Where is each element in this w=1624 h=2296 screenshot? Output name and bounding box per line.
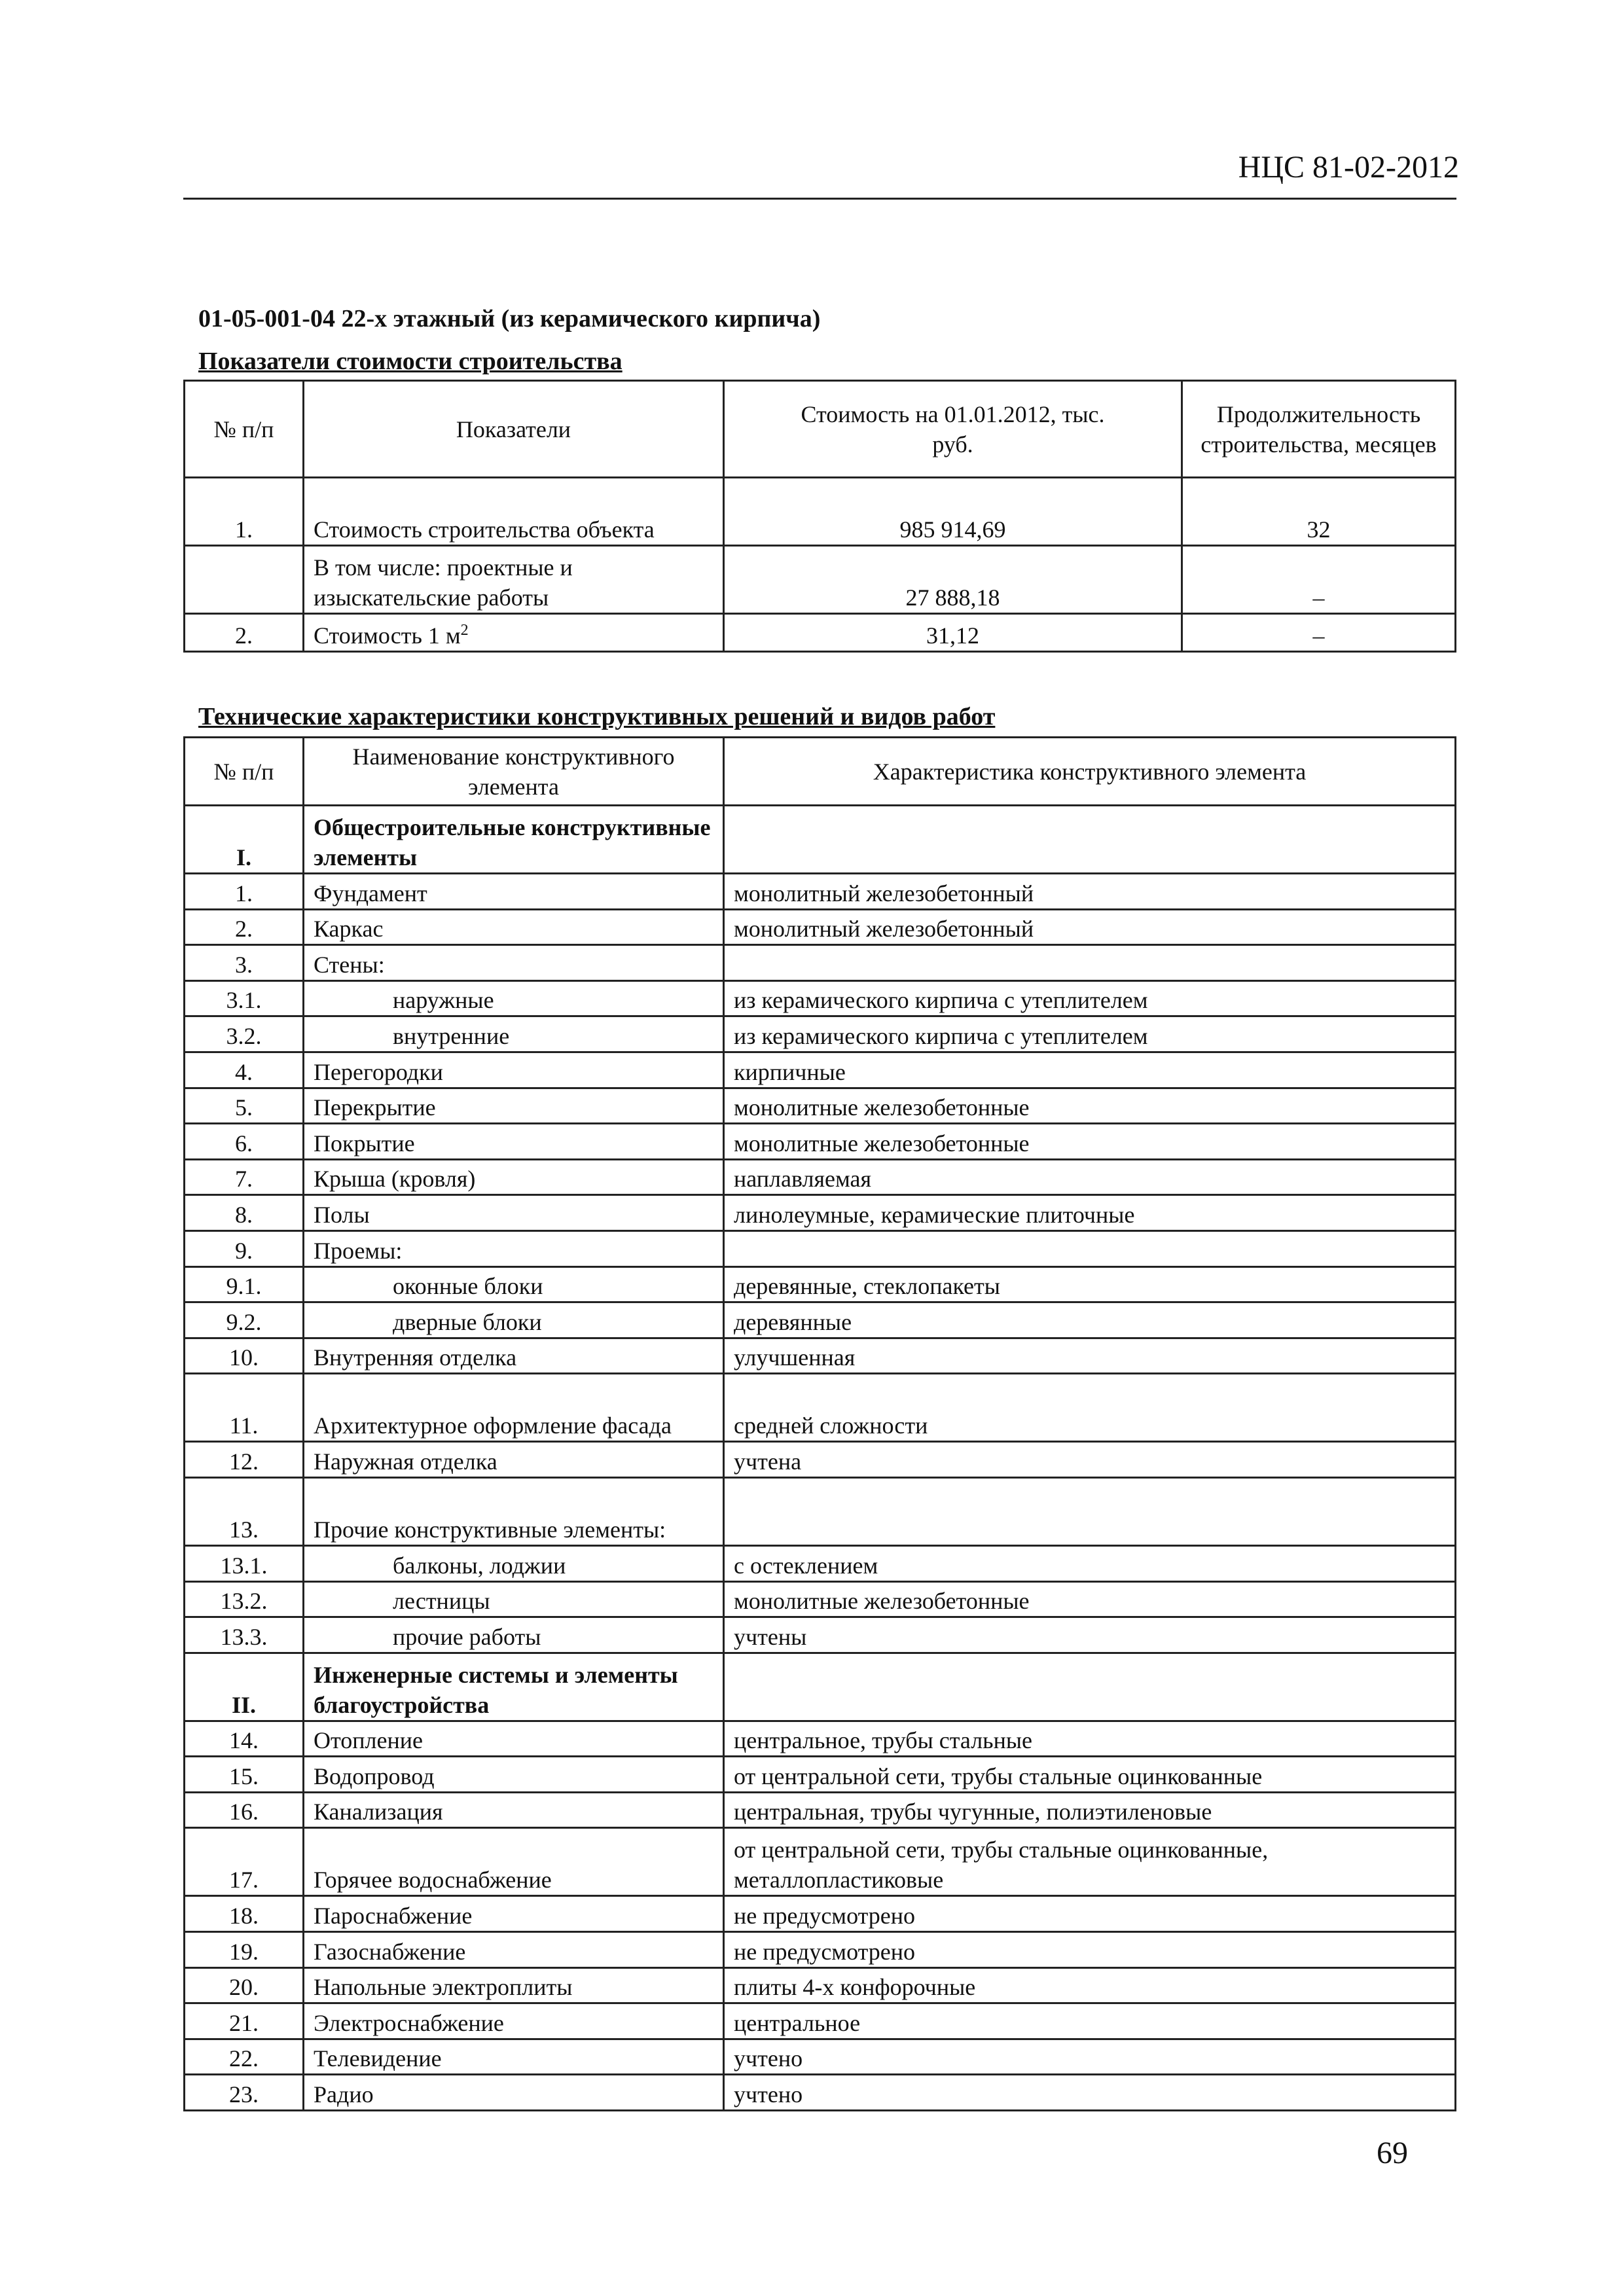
table-row [185, 1338, 1456, 1374]
row-num: 9.2. [185, 1302, 304, 1338]
row-desc [724, 806, 1456, 874]
row-cost: 985 914,69 [724, 478, 1182, 546]
row-desc [724, 1477, 1456, 1545]
table-row [185, 2075, 1456, 2111]
row-desc: улучшенная [724, 1338, 1456, 1374]
table-row [185, 1828, 1456, 1896]
row-num: 15. [185, 1757, 304, 1793]
cost-table-header-row [185, 381, 1456, 478]
row-name: Прочие конструктивные элементы: [304, 1477, 724, 1545]
row-num: 14. [185, 1721, 304, 1757]
row-desc: монолитный железобетонный [724, 909, 1456, 945]
row-num: 2. [185, 614, 304, 652]
row-indicator [304, 614, 724, 652]
table-row [185, 1442, 1456, 1478]
row-num: 3.1. [185, 980, 304, 1016]
row-desc: линолеумные, керамические плиточные [724, 1195, 1456, 1231]
tech-table [183, 736, 1456, 2111]
table-row [185, 980, 1456, 1016]
row-name: Телевидение [304, 2039, 724, 2075]
row-cost: 27 888,18 [724, 546, 1182, 614]
row-num: 13. [185, 1477, 304, 1545]
row-name: Внутренняя отделка [304, 1338, 724, 1374]
row-num: 3.2. [185, 1016, 304, 1052]
row-name: Радио [304, 2075, 724, 2111]
row-indicator: Стоимость строительства объекта [304, 478, 724, 546]
table-row [185, 874, 1456, 910]
row-name: Общестроительные конструктивные элементы [304, 806, 724, 874]
row-cost: 31,12 [724, 614, 1182, 652]
tech-table-caption: Технические характеристики конструктивных решений и видов работ [198, 703, 996, 730]
table-row [185, 1721, 1456, 1757]
row-name: Водопровод [304, 1757, 724, 1793]
header-desc: Характеристика конструктивного элемента [724, 738, 1456, 806]
table-row [185, 478, 1456, 546]
row-name: Полы [304, 1195, 724, 1231]
row-name: балконы, лоджии [304, 1545, 724, 1581]
row-desc [724, 1230, 1456, 1266]
row-desc: учтены [724, 1617, 1456, 1653]
row-num: 18. [185, 1896, 304, 1932]
row-name: Отопление [304, 1721, 724, 1757]
row-desc: центральное [724, 2003, 1456, 2039]
row-desc: монолитные железобетонные [724, 1581, 1456, 1617]
row-desc [724, 1653, 1456, 1721]
cost-table [183, 380, 1456, 653]
row-name: Канализация [304, 1792, 724, 1828]
row-num: 7. [185, 1159, 304, 1195]
table-row [185, 1266, 1456, 1302]
row-desc: учтено [724, 2039, 1456, 2075]
row-num: 2. [185, 909, 304, 945]
row-num: 4. [185, 1052, 304, 1088]
row-name: Проемы: [304, 1230, 724, 1266]
row-num: 20. [185, 1967, 304, 2003]
row-name: Горячее водоснабжение [304, 1828, 724, 1896]
row-num: II. [185, 1653, 304, 1721]
header-cost: Стоимость на 01.01.2012, тыс. руб. [724, 381, 1182, 478]
row-num: 21. [185, 2003, 304, 2039]
row-desc: монолитный железобетонный [724, 874, 1456, 910]
header-name: Наименование конструктивного элемента [304, 738, 724, 806]
row-name: Перегородки [304, 1052, 724, 1088]
cost-table-caption: Показатели стоимости строительства [198, 348, 623, 375]
row-name: Инженерные системы и элементы благоустройства [304, 1653, 724, 1721]
table-row [185, 1967, 1456, 2003]
table-row [185, 909, 1456, 945]
row-desc: из керамического кирпича с утеплителем [724, 1016, 1456, 1052]
table-row [185, 1302, 1456, 1338]
table-row [185, 1230, 1456, 1266]
header-divider [183, 198, 1456, 200]
table-row [185, 1896, 1456, 1932]
table-row [185, 1932, 1456, 1968]
row-name: Напольные электроплиты [304, 1967, 724, 2003]
row-num: 1. [185, 478, 304, 546]
row-name: внутренние [304, 1016, 724, 1052]
row-desc: с остеклением [724, 1545, 1456, 1581]
row-num: 23. [185, 2075, 304, 2111]
table-row [185, 1792, 1456, 1828]
row-desc: не предусмотрено [724, 1896, 1456, 1932]
row-num: 12. [185, 1442, 304, 1478]
row-desc: деревянные [724, 1302, 1456, 1338]
row-name: дверные блоки [304, 1302, 724, 1338]
row-name: наружные [304, 980, 724, 1016]
document-code: НЦС 81-02-2012 [1238, 150, 1459, 185]
row-num: 9. [185, 1230, 304, 1266]
row-desc: учтено [724, 2075, 1456, 2111]
row-num: 19. [185, 1932, 304, 1968]
row-desc: учтена [724, 1442, 1456, 1478]
row-desc: монолитные железобетонные [724, 1088, 1456, 1124]
row-num: 6. [185, 1124, 304, 1160]
table-row [185, 546, 1456, 614]
table-row [185, 1545, 1456, 1581]
table-row [185, 1757, 1456, 1793]
row-num: 13.1. [185, 1545, 304, 1581]
row-name: Стены: [304, 945, 724, 981]
row-name: Пароснабжение [304, 1896, 724, 1932]
row-desc: от центральной сети, трубы стальные оцинкованные, металлопластиковые [724, 1828, 1456, 1896]
header-indicator: Показатели [304, 381, 724, 478]
row-desc: не предусмотрено [724, 1932, 1456, 1968]
row-num: 9.1. [185, 1266, 304, 1302]
row-indicator: В том числе: проектные и изыскательские работы [304, 546, 724, 614]
row-num: 5. [185, 1088, 304, 1124]
row-num: 13.3. [185, 1617, 304, 1653]
row-indicator-text: Стоимость 1 м [314, 622, 461, 649]
row-desc: из керамического кирпича с утеплителем [724, 980, 1456, 1016]
table-row [185, 1617, 1456, 1653]
row-name: Крыша (кровля) [304, 1159, 724, 1195]
row-num: 13.2. [185, 1581, 304, 1617]
row-desc: центральное, трубы стальные [724, 1721, 1456, 1757]
row-name: оконные блоки [304, 1266, 724, 1302]
row-name: прочие работы [304, 1617, 724, 1653]
row-name: Газоснабжение [304, 1932, 724, 1968]
row-desc: кирпичные [724, 1052, 1456, 1088]
row-desc: наплавляемая [724, 1159, 1456, 1195]
row-num: 22. [185, 2039, 304, 2075]
table-row [185, 2003, 1456, 2039]
row-duration: – [1182, 546, 1456, 614]
header-duration: Продолжительность строительства, месяцев [1182, 381, 1456, 478]
row-desc: центральная, трубы чугунные, полиэтиленовые [724, 1792, 1456, 1828]
row-name: Фундамент [304, 874, 724, 910]
row-name: Наружная отделка [304, 1442, 724, 1478]
table-row [185, 614, 1456, 652]
table-row [185, 1159, 1456, 1195]
table-row [185, 1124, 1456, 1160]
unit-superscript: 2 [460, 622, 469, 639]
table-row [185, 945, 1456, 981]
row-num: 3. [185, 945, 304, 981]
page-number: 69 [1377, 2136, 1408, 2170]
table-row [185, 1052, 1456, 1088]
table-row [185, 1016, 1456, 1052]
section-title: 01-05-001-04 22-х этажный (из керамического кирпича) [198, 305, 821, 332]
table-row [185, 1477, 1456, 1545]
row-num: 8. [185, 1195, 304, 1231]
row-num: 16. [185, 1792, 304, 1828]
row-desc: от центральной сети, трубы стальные оцинкованные [724, 1757, 1456, 1793]
table-row [185, 1195, 1456, 1231]
row-num: I. [185, 806, 304, 874]
table-row [185, 1653, 1456, 1721]
table-row [185, 1088, 1456, 1124]
tech-table-header-row [185, 738, 1456, 806]
table-row [185, 1374, 1456, 1442]
header-num: № п/п [185, 738, 304, 806]
row-name: Перекрытие [304, 1088, 724, 1124]
row-num: 17. [185, 1828, 304, 1896]
row-num: 1. [185, 874, 304, 910]
row-desc [724, 945, 1456, 981]
row-duration: – [1182, 614, 1456, 652]
row-num: 10. [185, 1338, 304, 1374]
row-name: лестницы [304, 1581, 724, 1617]
header-num: № п/п [185, 381, 304, 478]
table-row [185, 1581, 1456, 1617]
table-row [185, 806, 1456, 874]
row-duration: 32 [1182, 478, 1456, 546]
table-row [185, 2039, 1456, 2075]
row-name: Электроснабжение [304, 2003, 724, 2039]
row-name: Покрытие [304, 1124, 724, 1160]
row-desc: средней сложности [724, 1374, 1456, 1442]
row-name: Каркас [304, 909, 724, 945]
row-desc: деревянные, стеклопакеты [724, 1266, 1456, 1302]
row-desc: монолитные железобетонные [724, 1124, 1456, 1160]
row-num [185, 546, 304, 614]
row-num: 11. [185, 1374, 304, 1442]
row-desc: плиты 4-х конфорочные [724, 1967, 1456, 2003]
row-name: Архитектурное оформление фасада [304, 1374, 724, 1442]
